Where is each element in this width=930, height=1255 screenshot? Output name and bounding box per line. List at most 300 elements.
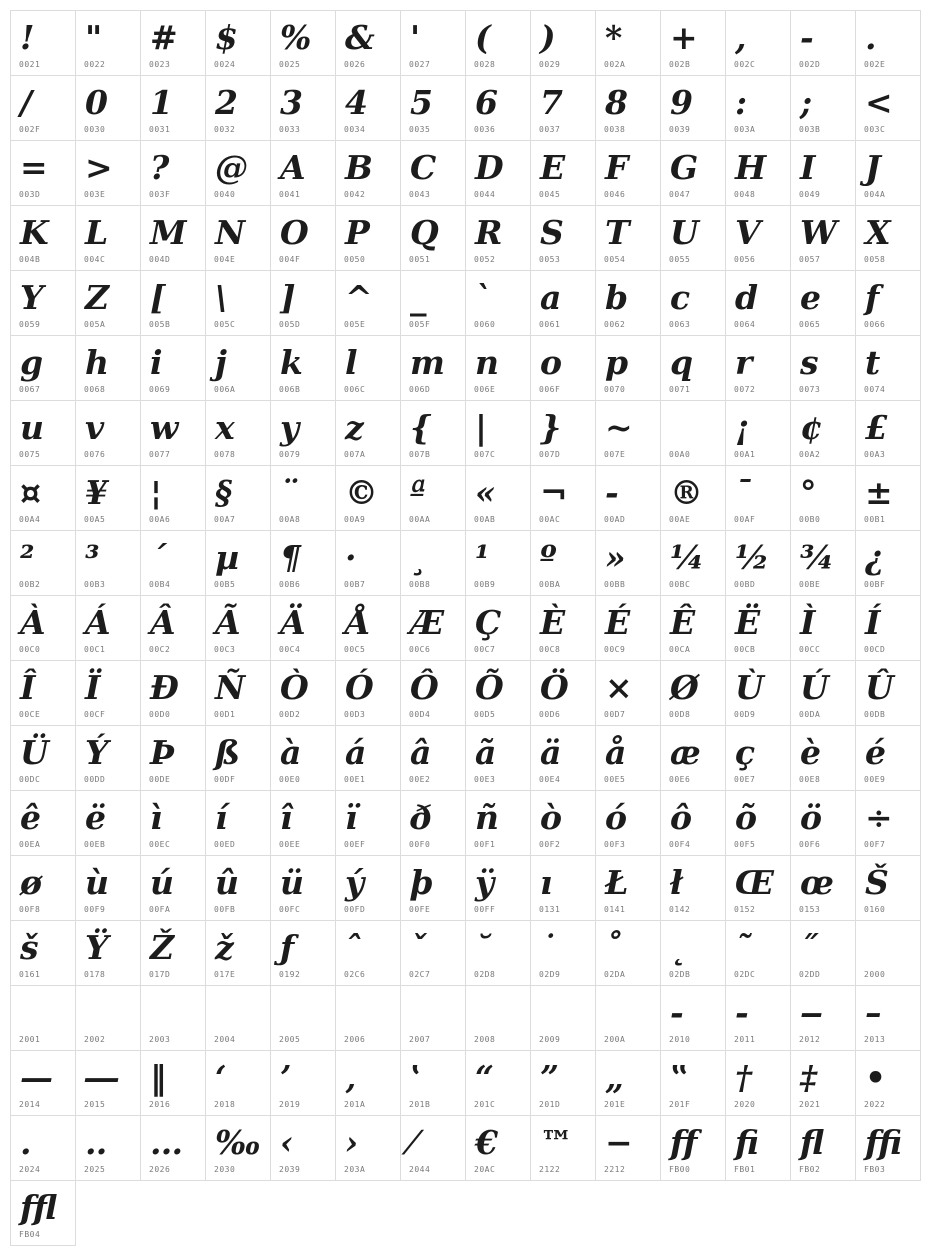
glyph-char: B xyxy=(345,148,373,187)
glyph-code: 0070 xyxy=(604,385,626,394)
glyph-cell xyxy=(595,985,661,1051)
glyph-cell xyxy=(140,725,206,791)
glyph-cell xyxy=(855,725,921,791)
glyph-char: ˇ xyxy=(410,928,427,967)
glyph-cell xyxy=(270,855,336,921)
glyph-code: 00DB xyxy=(864,710,886,719)
glyph-char: Ï xyxy=(85,668,101,707)
glyph-char: M xyxy=(150,213,187,252)
glyph-code: 2039 xyxy=(279,1165,301,1174)
glyph-code: 0036 xyxy=(474,125,496,134)
glyph-cell xyxy=(400,530,466,596)
glyph-code: 00AA xyxy=(409,515,431,524)
glyph-code: 00B3 xyxy=(84,580,106,589)
glyph-cell xyxy=(725,855,791,921)
glyph-code: 005D xyxy=(279,320,301,329)
glyph-char: ] xyxy=(280,278,296,317)
glyph-code: 0071 xyxy=(669,385,691,394)
glyph-char: ç xyxy=(735,733,756,772)
glyph-char: ± xyxy=(865,473,893,512)
glyph-char: k xyxy=(280,343,303,382)
glyph-code: 00EC xyxy=(149,840,171,849)
glyph-code: 201E xyxy=(604,1100,626,1109)
glyph-cell xyxy=(660,595,726,661)
glyph-code: 0049 xyxy=(799,190,821,199)
glyph-code: 2025 xyxy=(84,1165,106,1174)
glyph-cell xyxy=(75,790,141,856)
glyph-code: 2026 xyxy=(149,1165,171,1174)
glyph-cell xyxy=(400,725,466,791)
glyph-code: 0046 xyxy=(604,190,626,199)
glyph-code: 00C1 xyxy=(84,645,106,654)
glyph-code: 00AD xyxy=(604,515,626,524)
glyph-char: < xyxy=(865,83,893,122)
glyph-char: € xyxy=(475,1123,498,1162)
glyph-cell xyxy=(790,205,856,271)
glyph-code: 0075 xyxy=(19,450,41,459)
glyph-char: Ò xyxy=(280,668,309,707)
glyph-code: 002C xyxy=(734,60,756,69)
glyph-cell xyxy=(855,140,921,206)
glyph-cell xyxy=(10,985,76,1051)
glyph-char: ê xyxy=(20,798,41,837)
glyph-cell xyxy=(660,205,726,271)
glyph-code: 00BD xyxy=(734,580,756,589)
glyph-cell xyxy=(205,400,271,466)
glyph-cell xyxy=(270,725,336,791)
glyph-char: Ì xyxy=(800,603,816,642)
glyph-cell xyxy=(595,595,661,661)
glyph-cell xyxy=(530,920,596,986)
glyph-cell xyxy=(855,465,921,531)
glyph-char: å xyxy=(605,733,627,772)
glyph-cell xyxy=(10,725,76,791)
glyph-code: 006E xyxy=(474,385,496,394)
glyph-code: 00EF xyxy=(344,840,366,849)
glyph-char: | xyxy=(475,408,488,447)
glyph-code: 0025 xyxy=(279,60,301,69)
glyph-char: © xyxy=(345,473,378,512)
glyph-code: 0060 xyxy=(474,320,496,329)
glyph-cell xyxy=(140,75,206,141)
glyph-code: 00D5 xyxy=(474,710,496,719)
glyph-char: ¨ xyxy=(280,473,297,512)
glyph-code: 00A4 xyxy=(19,515,41,524)
glyph-cell xyxy=(10,595,76,661)
glyph-cell xyxy=(595,1050,661,1116)
glyph-cell xyxy=(790,985,856,1051)
glyph-cell xyxy=(140,270,206,336)
glyph-char: i xyxy=(150,343,163,382)
glyph-cell xyxy=(400,790,466,856)
glyph-char: C xyxy=(410,148,437,187)
glyph-code: 02DA xyxy=(604,970,626,979)
glyph-code: 02D8 xyxy=(474,970,496,979)
glyph-code: 00C2 xyxy=(149,645,171,654)
glyph-cell xyxy=(595,855,661,921)
glyph-char: Â xyxy=(150,603,176,642)
glyph-char: ‚ xyxy=(345,1058,357,1097)
glyph-code: 003A xyxy=(734,125,756,134)
glyph-code: 00E0 xyxy=(279,775,301,784)
glyph-code: 0038 xyxy=(604,125,626,134)
glyph-cell xyxy=(270,920,336,986)
glyph-code: 0028 xyxy=(474,60,496,69)
glyph-code: 0059 xyxy=(19,320,41,329)
glyph-char: b xyxy=(605,278,629,317)
glyph-char: ‰ xyxy=(215,1123,261,1162)
glyph-char: G xyxy=(670,148,699,187)
glyph-code: 0142 xyxy=(669,905,691,914)
glyph-char: K xyxy=(20,213,49,252)
glyph-code: 006B xyxy=(279,385,301,394)
glyph-code: 2000 xyxy=(864,970,886,979)
glyph-cell xyxy=(660,270,726,336)
glyph-cell xyxy=(530,75,596,141)
glyph-char: ‟ xyxy=(670,1058,689,1097)
glyph-cell xyxy=(10,465,76,531)
glyph-cell xyxy=(270,985,336,1051)
glyph-cell xyxy=(10,400,76,466)
glyph-cell xyxy=(205,790,271,856)
glyph-char: ù xyxy=(85,863,109,902)
glyph-char: { xyxy=(410,408,432,447)
glyph-char: ñ xyxy=(475,798,499,837)
glyph-cell xyxy=(400,595,466,661)
glyph-cell xyxy=(790,400,856,466)
glyph-code: 02DC xyxy=(734,970,756,979)
glyph-cell xyxy=(595,270,661,336)
glyph-char: I xyxy=(800,148,816,187)
glyph-char: 9 xyxy=(670,83,693,122)
glyph-cell xyxy=(140,465,206,531)
glyph-cell xyxy=(335,75,401,141)
glyph-cell xyxy=(465,270,531,336)
glyph-cell xyxy=(205,595,271,661)
glyph-code: 0024 xyxy=(214,60,236,69)
glyph-cell xyxy=(465,920,531,986)
glyph-char: Æ xyxy=(410,603,445,642)
glyph-cell xyxy=(10,10,76,76)
glyph-code: 00F7 xyxy=(864,840,886,849)
glyph-code: 0030 xyxy=(84,125,106,134)
glyph-char: D xyxy=(475,148,504,187)
glyph-cell xyxy=(205,140,271,206)
glyph-cell xyxy=(660,985,726,1051)
glyph-cell xyxy=(75,270,141,336)
glyph-cell xyxy=(660,725,726,791)
glyph-code: 00D7 xyxy=(604,710,626,719)
glyph-cell xyxy=(855,1050,921,1116)
glyph-code: 00A1 xyxy=(734,450,756,459)
glyph-code: 201B xyxy=(409,1100,431,1109)
glyph-char: E xyxy=(540,148,566,187)
glyph-code: 00A8 xyxy=(279,515,301,524)
glyph-cell xyxy=(335,920,401,986)
glyph-code: 00CA xyxy=(669,645,691,654)
glyph-code: 00CF xyxy=(84,710,106,719)
glyph-code: 2002 xyxy=(84,1035,106,1044)
glyph-cell xyxy=(75,530,141,596)
glyph-char: ˚ xyxy=(605,928,622,967)
glyph-char: þ xyxy=(410,863,434,902)
glyph-char: _ xyxy=(410,278,427,317)
glyph-code: 0055 xyxy=(669,255,691,264)
glyph-cell xyxy=(335,270,401,336)
glyph-cell xyxy=(595,530,661,596)
glyph-code: 2009 xyxy=(539,1035,561,1044)
glyph-cell xyxy=(400,855,466,921)
glyph-code: 00FE xyxy=(409,905,431,914)
glyph-char: ¼ xyxy=(670,538,705,577)
glyph-cell xyxy=(400,10,466,76)
glyph-code: 0027 xyxy=(409,60,431,69)
glyph-char: U xyxy=(670,213,699,252)
glyph-cell xyxy=(335,1115,401,1181)
glyph-char: z xyxy=(345,408,364,447)
glyph-cell xyxy=(400,920,466,986)
glyph-char: Œ xyxy=(735,863,774,902)
glyph-char: V xyxy=(735,213,761,252)
glyph-cell xyxy=(725,790,791,856)
glyph-code: 00F5 xyxy=(734,840,756,849)
glyph-code: 004F xyxy=(279,255,301,264)
glyph-code: 00D1 xyxy=(214,710,236,719)
glyph-char: ˛ xyxy=(670,928,687,967)
glyph-char: ﬄ xyxy=(20,1188,58,1227)
glyph-code: 2024 xyxy=(19,1165,41,1174)
glyph-char: ( xyxy=(475,18,491,57)
glyph-code: 006F xyxy=(539,385,561,394)
glyph-char: Û xyxy=(865,668,894,707)
glyph-code: 0043 xyxy=(409,190,431,199)
glyph-code: 2008 xyxy=(474,1035,496,1044)
glyph-cell xyxy=(465,140,531,206)
glyph-cell xyxy=(595,1115,661,1181)
glyph-char: ° xyxy=(800,473,817,512)
glyph-char: - xyxy=(800,18,814,57)
glyph-cell xyxy=(790,335,856,401)
glyph-char: ¾ xyxy=(800,538,835,577)
glyph-cell xyxy=(335,140,401,206)
glyph-code: 0048 xyxy=(734,190,756,199)
glyph-code: 00E6 xyxy=(669,775,691,784)
glyph-code: 002B xyxy=(669,60,691,69)
glyph-char: ¬ xyxy=(540,473,568,512)
glyph-code: 0023 xyxy=(149,60,171,69)
glyph-cell xyxy=(595,790,661,856)
glyph-code: 2212 xyxy=(604,1165,626,1174)
glyph-char: & xyxy=(345,18,375,57)
glyph-code: 00F8 xyxy=(19,905,41,914)
glyph-char: c xyxy=(670,278,691,317)
glyph-cell xyxy=(725,10,791,76)
glyph-code: 0161 xyxy=(19,970,41,979)
glyph-cell xyxy=(270,595,336,661)
glyph-char: ― xyxy=(85,1058,118,1097)
glyph-char: ˆ xyxy=(345,928,362,967)
glyph-code: 002D xyxy=(799,60,821,69)
glyph-cell xyxy=(140,985,206,1051)
glyph-cell xyxy=(10,270,76,336)
glyph-cell xyxy=(530,335,596,401)
glyph-code: 004D xyxy=(149,255,171,264)
glyph-code: 00DA xyxy=(799,710,821,719)
glyph-cell xyxy=(790,920,856,986)
glyph-char: Ç xyxy=(475,603,502,642)
glyph-cell xyxy=(205,75,271,141)
glyph-cell xyxy=(335,660,401,726)
glyph-code: 002F xyxy=(19,125,41,134)
glyph-char: › xyxy=(345,1123,359,1162)
glyph-cell xyxy=(140,10,206,76)
glyph-char: ø xyxy=(20,863,43,902)
glyph-char: ô xyxy=(670,798,693,837)
glyph-code: 00FB xyxy=(214,905,236,914)
glyph-cell xyxy=(270,660,336,726)
glyph-cell xyxy=(725,75,791,141)
glyph-char: Ÿ xyxy=(85,928,109,967)
glyph-char: ö xyxy=(800,798,823,837)
glyph-cell xyxy=(75,725,141,791)
glyph-char: ` xyxy=(475,278,492,317)
glyph-char: – xyxy=(865,993,882,1032)
glyph-char: % xyxy=(280,18,312,57)
glyph-cell xyxy=(660,140,726,206)
glyph-char: ¢ xyxy=(800,408,823,447)
glyph-char: Ø xyxy=(670,668,699,707)
glyph-char: g xyxy=(20,343,44,382)
glyph-code: 003E xyxy=(84,190,106,199)
glyph-char: P xyxy=(345,213,370,252)
glyph-cell xyxy=(270,270,336,336)
glyph-cell xyxy=(790,465,856,531)
glyph-char: Î xyxy=(20,668,36,707)
glyph-code: 0037 xyxy=(539,125,561,134)
glyph-cell xyxy=(205,985,271,1051)
glyph-char: ) xyxy=(540,18,556,57)
glyph-cell xyxy=(530,270,596,336)
glyph-code: 004B xyxy=(19,255,41,264)
glyph-char: + xyxy=(670,18,698,57)
glyph-cell xyxy=(335,855,401,921)
glyph-code: 005A xyxy=(84,320,106,329)
glyph-code: 200A xyxy=(604,1035,626,1044)
glyph-char: ‘ xyxy=(215,1058,227,1097)
glyph-char: . xyxy=(865,18,877,57)
glyph-char: 3 xyxy=(280,83,303,122)
glyph-code: 0035 xyxy=(409,125,431,134)
glyph-char: Ë xyxy=(735,603,761,642)
glyph-char: Ž xyxy=(150,928,175,967)
glyph-cell xyxy=(400,140,466,206)
glyph-code: 00B1 xyxy=(864,515,886,524)
glyph-cell xyxy=(725,595,791,661)
glyph-cell xyxy=(790,1050,856,1116)
glyph-char: ~ xyxy=(605,408,633,447)
glyph-cell xyxy=(465,335,531,401)
glyph-code: 00E8 xyxy=(799,775,821,784)
glyph-cell xyxy=(660,465,726,531)
glyph-cell xyxy=(465,1115,531,1181)
glyph-char: » xyxy=(605,538,626,577)
glyph-code: 00C6 xyxy=(409,645,431,654)
glyph-code: 007A xyxy=(344,450,366,459)
glyph-code: 00AB xyxy=(474,515,496,524)
glyph-char: ® xyxy=(670,473,703,512)
glyph-cell xyxy=(205,465,271,531)
glyph-char: ¿ xyxy=(865,538,885,577)
glyph-cell xyxy=(205,660,271,726)
glyph-cell xyxy=(335,790,401,856)
glyph-code: 004E xyxy=(214,255,236,264)
glyph-char: ? xyxy=(150,148,170,187)
glyph-cell xyxy=(335,595,401,661)
glyph-char: ï xyxy=(345,798,358,837)
glyph-char: „ xyxy=(605,1058,624,1097)
glyph-cell xyxy=(530,660,596,726)
glyph-code: 20AC xyxy=(474,1165,496,1174)
glyph-code: 002E xyxy=(864,60,886,69)
glyph-cell xyxy=(790,725,856,791)
glyph-char: Ñ xyxy=(215,668,246,707)
glyph-char: œ xyxy=(800,863,834,902)
glyph-char: ¡ xyxy=(735,408,750,447)
glyph-cell xyxy=(725,725,791,791)
glyph-code: 00BB xyxy=(604,580,626,589)
glyph-code: 00B2 xyxy=(19,580,41,589)
glyph-code: 00F9 xyxy=(84,905,106,914)
glyph-code: 00CC xyxy=(799,645,821,654)
glyph-char: - xyxy=(605,473,619,512)
glyph-char: ‡ xyxy=(800,1058,818,1097)
glyph-char: 7 xyxy=(540,83,563,122)
glyph-code: 00ED xyxy=(214,840,236,849)
glyph-cell xyxy=(725,1115,791,1181)
glyph-code: 00D0 xyxy=(149,710,171,719)
glyph-cell xyxy=(270,140,336,206)
glyph-cell xyxy=(400,205,466,271)
glyph-code: 00BE xyxy=(799,580,821,589)
glyph-code: 0029 xyxy=(539,60,561,69)
glyph-cell xyxy=(855,530,921,596)
glyph-code: 2019 xyxy=(279,1100,301,1109)
glyph-cell xyxy=(530,205,596,271)
glyph-char: ý xyxy=(345,863,365,902)
glyph-cell xyxy=(270,1115,336,1181)
glyph-cell xyxy=(595,10,661,76)
glyph-code: 00B7 xyxy=(344,580,366,589)
glyph-char: É xyxy=(605,603,631,642)
glyph-code: 0074 xyxy=(864,385,886,394)
glyph-cell xyxy=(465,10,531,76)
glyph-char: 6 xyxy=(475,83,498,122)
glyph-char: Å xyxy=(345,603,371,642)
glyph-char: ‹ xyxy=(280,1123,294,1162)
glyph-cell xyxy=(10,790,76,856)
glyph-cell xyxy=(270,10,336,76)
glyph-char: $ xyxy=(215,18,238,57)
glyph-cell xyxy=(855,205,921,271)
glyph-char: Ô xyxy=(410,668,439,707)
glyph-char: ” xyxy=(540,1058,559,1097)
glyph-char: o xyxy=(540,343,563,382)
glyph-char: ; xyxy=(800,83,813,122)
glyph-cell xyxy=(530,1050,596,1116)
glyph-code: 00DD xyxy=(84,775,106,784)
glyph-code: 00D6 xyxy=(539,710,561,719)
glyph-char: * xyxy=(605,18,623,57)
